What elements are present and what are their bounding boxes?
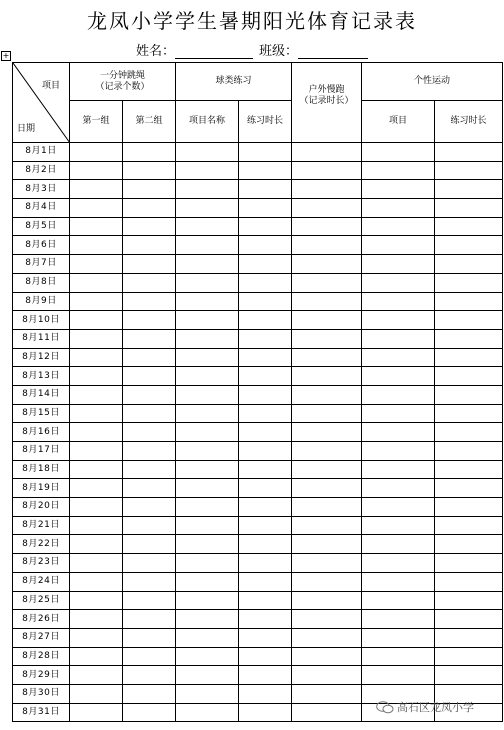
entry-cell[interactable] — [292, 404, 362, 423]
personal-sport-header: 个性运动 — [362, 63, 503, 101]
entry-cell[interactable] — [435, 292, 503, 311]
entry-cell[interactable] — [292, 479, 362, 498]
entry-cell[interactable] — [123, 236, 176, 255]
entry-cell[interactable] — [435, 236, 503, 255]
entry-cell[interactable] — [239, 703, 292, 722]
entry-cell[interactable] — [176, 572, 239, 591]
date-cell: 8月7日 — [13, 255, 70, 274]
entry-cell[interactable] — [176, 292, 239, 311]
entry-cell[interactable] — [176, 348, 239, 367]
entry-cell[interactable] — [70, 647, 123, 666]
entry-cell[interactable] — [176, 610, 239, 629]
entry-cell[interactable] — [435, 460, 503, 479]
entry-cell[interactable] — [123, 404, 176, 423]
entry-cell[interactable] — [292, 273, 362, 292]
entry-cell[interactable] — [239, 666, 292, 685]
entry-cell[interactable] — [435, 161, 503, 180]
entry-cell[interactable] — [70, 292, 123, 311]
entry-cell[interactable] — [70, 572, 123, 591]
entry-cell[interactable] — [239, 404, 292, 423]
entry-cell[interactable] — [70, 591, 123, 610]
entry-cell[interactable] — [123, 460, 176, 479]
entry-cell[interactable] — [292, 199, 362, 218]
entry-cell[interactable] — [123, 554, 176, 573]
entry-cell[interactable] — [239, 442, 292, 461]
student-info-line — [0, 40, 504, 59]
table-row — [13, 367, 503, 386]
table-row — [13, 180, 503, 199]
entry-cell[interactable] — [239, 367, 292, 386]
entry-cell[interactable] — [123, 666, 176, 685]
date-cell: 8月21日 — [13, 516, 70, 535]
entry-cell[interactable] — [239, 516, 292, 535]
date-cell: 8月8日 — [13, 273, 70, 292]
entry-cell[interactable] — [362, 385, 435, 404]
entry-cell[interactable] — [362, 498, 435, 517]
entry-cell[interactable] — [239, 554, 292, 573]
page-title: 龙凤小学学生暑期阳光体育记录表 — [87, 9, 417, 33]
entry-cell[interactable] — [176, 311, 239, 330]
date-cell: 8月1日 — [13, 143, 70, 162]
entry-cell[interactable] — [292, 628, 362, 647]
entry-cell[interactable] — [362, 479, 435, 498]
entry-cell[interactable] — [176, 479, 239, 498]
entry-cell[interactable] — [70, 348, 123, 367]
date-cell: 8月3日 — [13, 180, 70, 199]
entry-cell[interactable] — [70, 516, 123, 535]
entry-cell[interactable] — [123, 348, 176, 367]
entry-cell[interactable] — [239, 572, 292, 591]
date-cell: 8月12日 — [13, 348, 70, 367]
entry-cell[interactable] — [292, 554, 362, 573]
date-cell: 8月24日 — [13, 572, 70, 591]
entry-cell[interactable] — [176, 385, 239, 404]
entry-cell[interactable] — [435, 255, 503, 274]
entry-cell[interactable] — [435, 647, 503, 666]
entry-cell[interactable] — [239, 647, 292, 666]
entry-cell[interactable] — [70, 628, 123, 647]
entry-cell[interactable] — [362, 311, 435, 330]
entry-cell[interactable] — [292, 647, 362, 666]
entry-cell[interactable] — [176, 161, 239, 180]
entry-cell[interactable] — [292, 385, 362, 404]
entry-cell[interactable] — [176, 367, 239, 386]
entry-cell[interactable] — [435, 442, 503, 461]
entry-cell[interactable] — [362, 666, 435, 685]
entry-cell[interactable] — [176, 535, 239, 554]
entry-cell[interactable] — [292, 367, 362, 386]
entry-cell[interactable] — [362, 423, 435, 442]
entry-cell[interactable] — [239, 535, 292, 554]
watermark — [376, 698, 502, 716]
ball-practice-header: 球类练习 — [176, 63, 292, 101]
entry-cell[interactable] — [70, 180, 123, 199]
table-row — [13, 516, 503, 535]
entry-cell[interactable] — [239, 292, 292, 311]
diagonal-header-cell — [13, 63, 70, 143]
table-row — [13, 498, 503, 517]
table-row — [13, 554, 503, 573]
table-row — [13, 535, 503, 554]
entry-cell[interactable] — [435, 628, 503, 647]
entry-cell[interactable] — [123, 591, 176, 610]
entry-cell[interactable] — [292, 460, 362, 479]
entry-cell[interactable] — [123, 367, 176, 386]
entry-cell[interactable] — [239, 180, 292, 199]
entry-cell[interactable] — [123, 385, 176, 404]
date-cell: 8月13日 — [13, 367, 70, 386]
date-cell: 8月14日 — [13, 385, 70, 404]
date-cell: 8月28日 — [13, 647, 70, 666]
date-cell: 8月18日 — [13, 460, 70, 479]
entry-cell[interactable] — [362, 217, 435, 236]
entry-cell[interactable] — [123, 516, 176, 535]
entry-cell[interactable] — [70, 404, 123, 423]
table-row — [13, 255, 503, 274]
entry-cell[interactable] — [70, 385, 123, 404]
entry-cell[interactable] — [292, 442, 362, 461]
entry-cell[interactable] — [239, 591, 292, 610]
entry-cell[interactable] — [70, 423, 123, 442]
entry-cell[interactable] — [70, 143, 123, 162]
entry-cell[interactable] — [292, 348, 362, 367]
entry-cell[interactable] — [239, 628, 292, 647]
entry-cell[interactable] — [70, 273, 123, 292]
entry-cell[interactable] — [176, 255, 239, 274]
entry-cell[interactable] — [70, 479, 123, 498]
entry-cell[interactable] — [239, 460, 292, 479]
entry-cell[interactable] — [292, 292, 362, 311]
entry-cell[interactable] — [292, 684, 362, 703]
date-cell: 8月26日 — [13, 610, 70, 629]
group2-header: 第二组 — [123, 101, 176, 143]
entry-cell[interactable] — [70, 684, 123, 703]
entry-cell[interactable] — [123, 311, 176, 330]
entry-cell[interactable] — [239, 385, 292, 404]
table-move-handle-icon[interactable]: + — [2, 51, 10, 60]
entry-cell[interactable] — [123, 628, 176, 647]
date-cell: 8月20日 — [13, 498, 70, 517]
date-cell: 8月17日 — [13, 442, 70, 461]
entry-cell[interactable] — [123, 292, 176, 311]
entry-cell[interactable] — [435, 572, 503, 591]
date-cell: 8月6日 — [13, 236, 70, 255]
entry-cell[interactable] — [239, 255, 292, 274]
entry-cell[interactable] — [239, 217, 292, 236]
entry-cell[interactable] — [435, 554, 503, 573]
table-row — [13, 647, 503, 666]
date-cell: 8月10日 — [13, 311, 70, 330]
entry-cell[interactable] — [176, 554, 239, 573]
date-cell: 8月11日 — [13, 329, 70, 348]
entry-cell[interactable] — [123, 423, 176, 442]
entry-cell[interactable] — [176, 273, 239, 292]
entry-cell[interactable] — [435, 199, 503, 218]
entry-cell[interactable] — [292, 236, 362, 255]
entry-cell[interactable] — [239, 143, 292, 162]
group1-header: 第一组 — [70, 101, 123, 143]
entry-cell[interactable] — [70, 554, 123, 573]
date-cell: 8月4日 — [13, 199, 70, 218]
entry-cell[interactable] — [362, 628, 435, 647]
table-row — [13, 423, 503, 442]
entry-cell[interactable] — [123, 572, 176, 591]
entry-cell[interactable] — [123, 199, 176, 218]
date-cell: 8月23日 — [13, 554, 70, 573]
entry-cell[interactable] — [70, 666, 123, 685]
entry-cell[interactable] — [362, 535, 435, 554]
entry-cell[interactable] — [176, 143, 239, 162]
entry-cell[interactable] — [435, 610, 503, 629]
entry-cell[interactable] — [176, 498, 239, 517]
entry-cell[interactable] — [292, 591, 362, 610]
entry-cell[interactable] — [176, 236, 239, 255]
table-row — [13, 217, 503, 236]
table-row — [13, 199, 503, 218]
personal-item-header: 项目 — [362, 101, 435, 143]
entry-cell[interactable] — [362, 143, 435, 162]
entry-cell[interactable] — [123, 143, 176, 162]
entry-cell[interactable] — [123, 273, 176, 292]
table-row — [13, 161, 503, 180]
date-cell: 8月29日 — [13, 666, 70, 685]
entry-cell[interactable] — [292, 255, 362, 274]
table-row — [13, 348, 503, 367]
entry-cell[interactable] — [123, 647, 176, 666]
table-row — [13, 385, 503, 404]
entry-cell[interactable] — [362, 460, 435, 479]
entry-cell[interactable] — [362, 516, 435, 535]
date-cell: 8月5日 — [13, 217, 70, 236]
entry-cell[interactable] — [362, 180, 435, 199]
entry-cell[interactable] — [239, 479, 292, 498]
entry-cell[interactable] — [292, 161, 362, 180]
date-header-label: 日期 — [17, 124, 36, 134]
entry-cell[interactable] — [70, 703, 123, 722]
date-cell: 8月9日 — [13, 292, 70, 311]
entry-cell[interactable] — [292, 498, 362, 517]
entry-cell[interactable] — [435, 273, 503, 292]
entry-cell[interactable] — [239, 348, 292, 367]
entry-cell[interactable] — [176, 217, 239, 236]
entry-cell[interactable] — [435, 180, 503, 199]
name-label: 姓名： — [135, 44, 175, 59]
entry-cell[interactable] — [176, 404, 239, 423]
date-cell: 8月25日 — [13, 591, 70, 610]
table-row — [13, 591, 503, 610]
entry-cell[interactable] — [176, 516, 239, 535]
entry-cell[interactable] — [435, 423, 503, 442]
wechat-icon — [376, 701, 394, 714]
entry-cell[interactable] — [176, 460, 239, 479]
entry-cell[interactable] — [435, 348, 503, 367]
entry-cell[interactable] — [435, 535, 503, 554]
entry-cell[interactable] — [362, 236, 435, 255]
entry-cell[interactable] — [123, 535, 176, 554]
table-row — [13, 610, 503, 629]
entry-cell[interactable] — [292, 535, 362, 554]
entry-cell[interactable] — [435, 311, 503, 330]
entry-cell[interactable] — [292, 180, 362, 199]
entry-cell[interactable] — [362, 572, 435, 591]
entry-cell[interactable] — [435, 329, 503, 348]
entry-cell[interactable] — [435, 516, 503, 535]
entry-cell[interactable] — [435, 404, 503, 423]
entry-cell[interactable] — [176, 180, 239, 199]
entry-cell[interactable] — [435, 143, 503, 162]
entry-cell[interactable] — [362, 292, 435, 311]
entry-cell[interactable] — [435, 385, 503, 404]
entry-cell[interactable] — [292, 143, 362, 162]
entry-cell[interactable] — [123, 442, 176, 461]
entry-cell[interactable] — [70, 367, 123, 386]
class-label: 班级： — [259, 44, 299, 59]
entry-cell[interactable] — [176, 199, 239, 218]
entry-cell[interactable] — [70, 535, 123, 554]
entry-cell[interactable] — [123, 217, 176, 236]
entry-cell[interactable] — [362, 610, 435, 629]
entry-cell[interactable] — [362, 348, 435, 367]
watermark-text: 高石区龙凤小学 — [397, 701, 474, 714]
entry-cell[interactable] — [176, 442, 239, 461]
class-blank — [298, 46, 368, 59]
personal-time-header: 练习时长 — [435, 101, 503, 143]
entry-cell[interactable] — [362, 199, 435, 218]
entry-cell[interactable] — [435, 666, 503, 685]
entry-cell[interactable] — [435, 217, 503, 236]
entry-cell[interactable] — [292, 572, 362, 591]
entry-cell[interactable] — [362, 442, 435, 461]
table-row — [13, 311, 503, 330]
entry-cell[interactable] — [239, 498, 292, 517]
entry-cell[interactable] — [123, 255, 176, 274]
entry-cell[interactable] — [239, 311, 292, 330]
entry-cell[interactable] — [176, 591, 239, 610]
table-row — [13, 460, 503, 479]
entry-cell[interactable] — [123, 329, 176, 348]
entry-cell[interactable] — [123, 610, 176, 629]
entry-cell[interactable] — [123, 180, 176, 199]
table-row — [13, 666, 503, 685]
entry-cell[interactable] — [70, 255, 123, 274]
entry-cell[interactable] — [70, 329, 123, 348]
date-cell: 8月31日 — [13, 703, 70, 722]
entry-cell[interactable] — [292, 329, 362, 348]
item-name-header: 项目名称 — [176, 101, 239, 143]
entry-cell[interactable] — [362, 367, 435, 386]
table-row — [13, 479, 503, 498]
table-row — [13, 292, 503, 311]
jump-rope-header: 一分钟跳绳 （记录个数） — [70, 63, 176, 101]
entry-cell[interactable] — [435, 498, 503, 517]
date-cell: 8月16日 — [13, 423, 70, 442]
table-row — [13, 329, 503, 348]
entry-cell[interactable] — [176, 647, 239, 666]
entry-cell[interactable] — [123, 498, 176, 517]
entry-cell[interactable] — [435, 479, 503, 498]
table-row — [13, 442, 503, 461]
entry-cell[interactable] — [70, 610, 123, 629]
table-row — [13, 572, 503, 591]
entry-cell[interactable] — [435, 591, 503, 610]
entry-cell[interactable] — [362, 647, 435, 666]
entry-cell[interactable] — [362, 255, 435, 274]
entry-cell[interactable] — [70, 460, 123, 479]
entry-cell[interactable] — [123, 684, 176, 703]
entry-cell[interactable] — [123, 703, 176, 722]
entry-cell[interactable] — [292, 423, 362, 442]
item-header-label: 项目 — [41, 81, 60, 91]
entry-cell[interactable] — [123, 479, 176, 498]
table-row — [13, 404, 503, 423]
date-cell: 8月22日 — [13, 535, 70, 554]
entry-cell[interactable] — [292, 610, 362, 629]
entry-cell[interactable] — [292, 217, 362, 236]
practice-time-header: 练习时长 — [239, 101, 292, 143]
entry-cell[interactable] — [239, 610, 292, 629]
entry-cell[interactable] — [239, 236, 292, 255]
entry-cell[interactable] — [362, 591, 435, 610]
table-row — [13, 273, 503, 292]
entry-cell[interactable] — [362, 404, 435, 423]
table-row — [13, 236, 503, 255]
entry-cell[interactable] — [70, 236, 123, 255]
entry-cell[interactable] — [362, 329, 435, 348]
entry-cell[interactable] — [123, 161, 176, 180]
entry-cell[interactable] — [239, 199, 292, 218]
outdoor-running-header: 户外慢跑 （记录时长） — [292, 63, 362, 143]
entry-cell[interactable] — [292, 703, 362, 722]
table-row — [13, 143, 503, 162]
entry-cell[interactable] — [70, 199, 123, 218]
entry-cell[interactable] — [362, 554, 435, 573]
entry-cell[interactable] — [239, 329, 292, 348]
record-table — [12, 62, 503, 722]
date-cell: 8月15日 — [13, 404, 70, 423]
entry-cell[interactable] — [176, 666, 239, 685]
entry-cell[interactable] — [362, 161, 435, 180]
entry-cell[interactable] — [176, 329, 239, 348]
table-row — [13, 628, 503, 647]
entry-cell[interactable] — [70, 217, 123, 236]
entry-cell[interactable] — [70, 498, 123, 517]
date-cell: 8月19日 — [13, 479, 70, 498]
entry-cell[interactable] — [435, 367, 503, 386]
entry-cell[interactable] — [176, 703, 239, 722]
entry-cell[interactable] — [292, 516, 362, 535]
entry-cell[interactable] — [292, 311, 362, 330]
entry-cell[interactable] — [239, 273, 292, 292]
entry-cell[interactable] — [176, 423, 239, 442]
entry-cell[interactable] — [70, 161, 123, 180]
entry-cell[interactable] — [176, 684, 239, 703]
entry-cell[interactable] — [239, 161, 292, 180]
name-blank — [175, 46, 253, 59]
entry-cell[interactable] — [239, 423, 292, 442]
entry-cell[interactable] — [70, 442, 123, 461]
entry-cell[interactable] — [239, 684, 292, 703]
entry-cell[interactable] — [292, 666, 362, 685]
entry-cell[interactable] — [362, 273, 435, 292]
date-cell: 8月27日 — [13, 628, 70, 647]
date-cell: 8月2日 — [13, 161, 70, 180]
date-cell: 8月30日 — [13, 684, 70, 703]
entry-cell[interactable] — [176, 628, 239, 647]
entry-cell[interactable] — [70, 311, 123, 330]
